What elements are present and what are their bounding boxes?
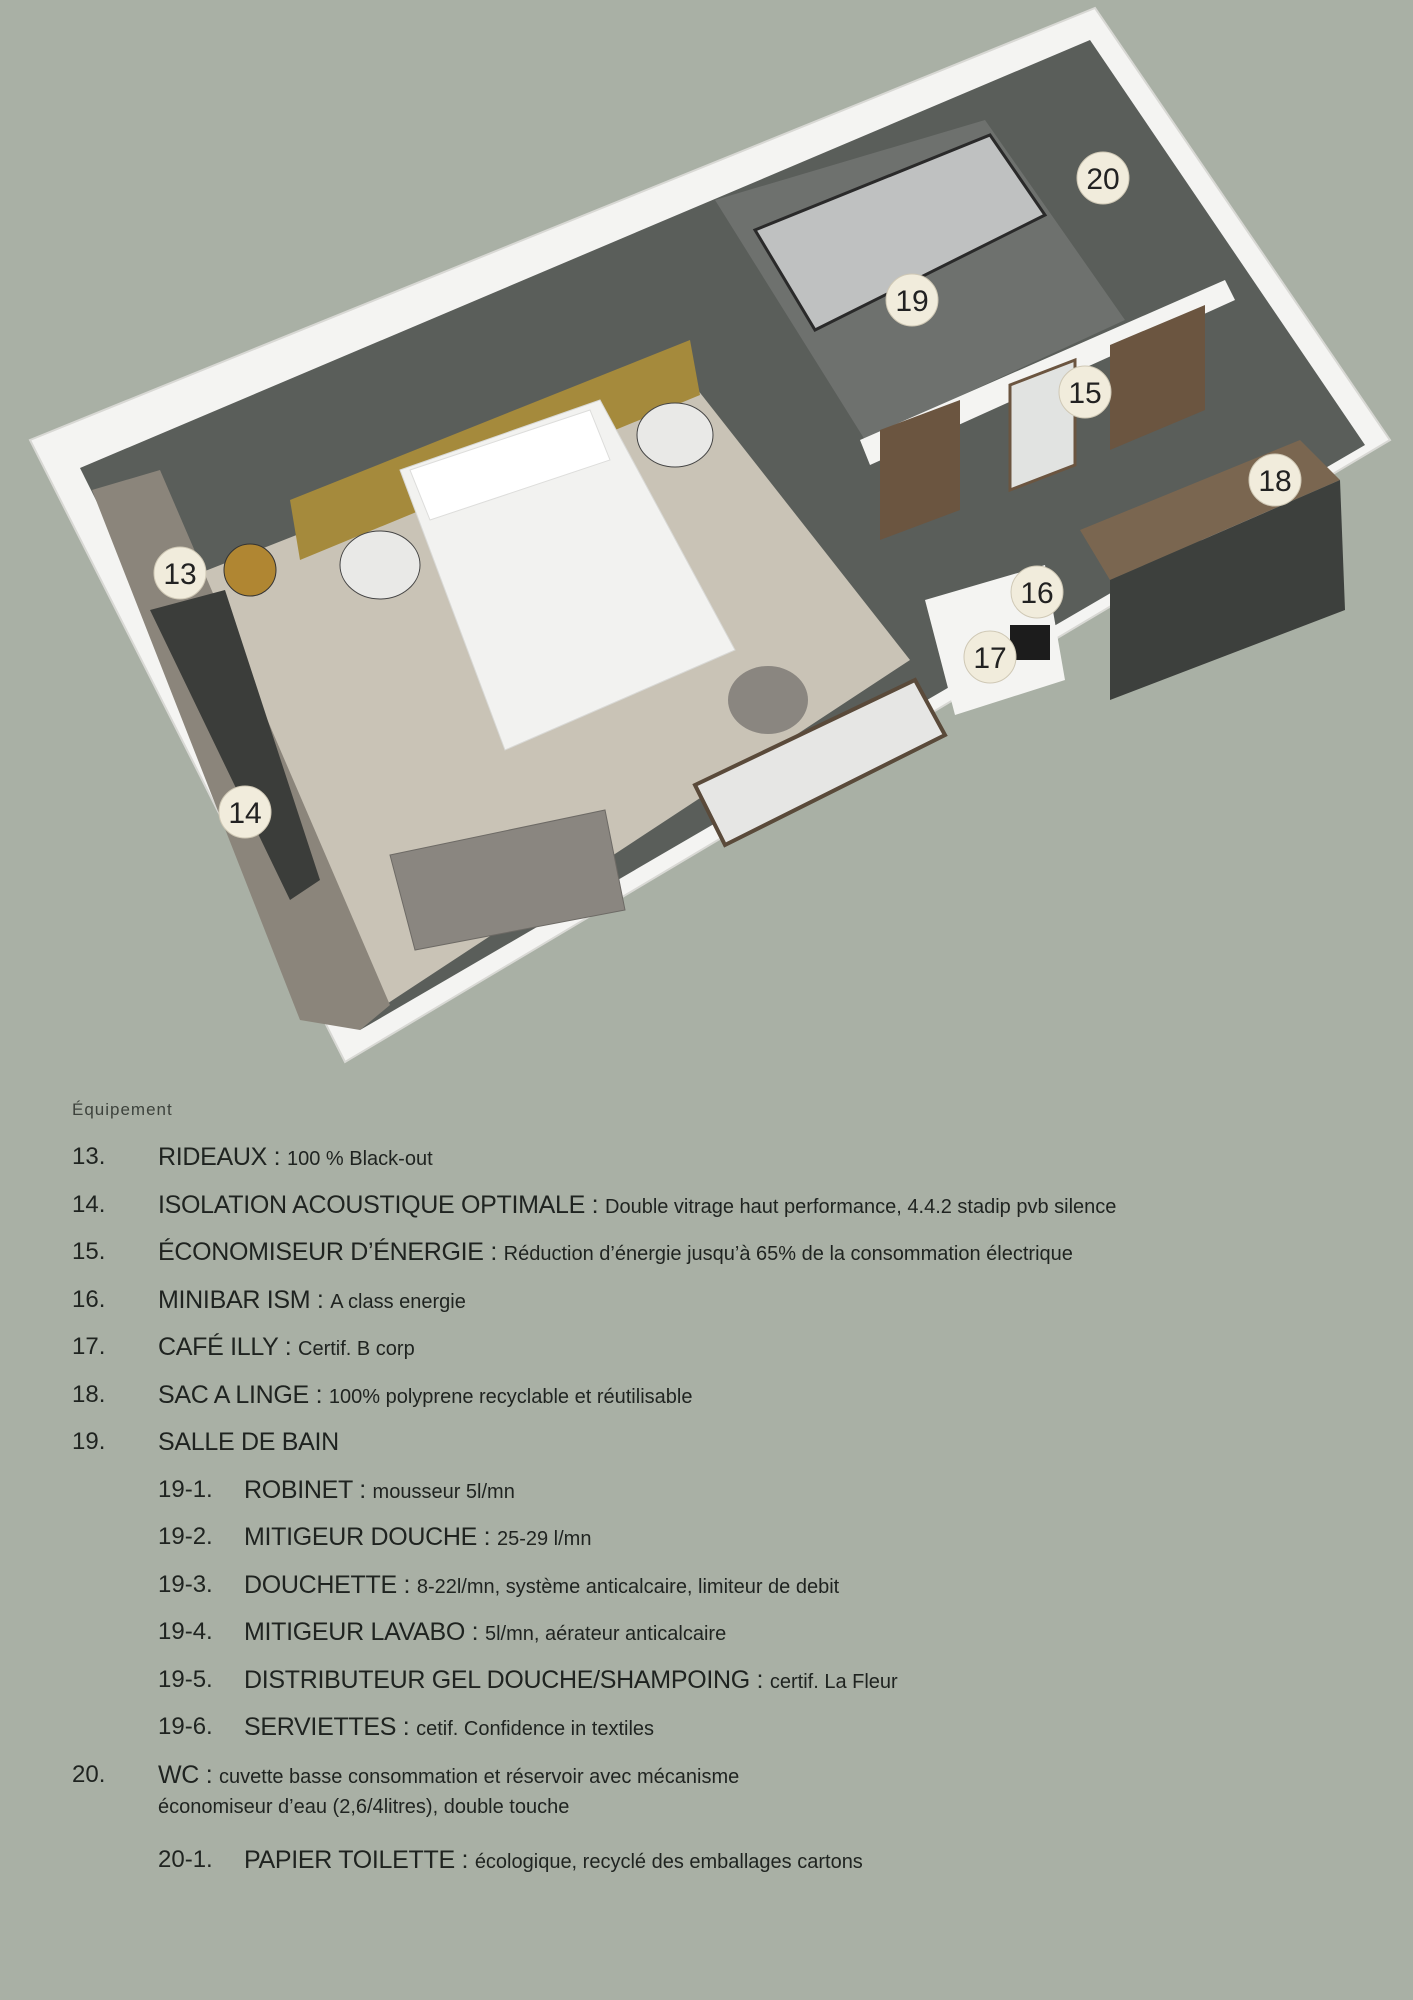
item-desc: A class energie [330, 1290, 466, 1313]
list-item [72, 1712, 1372, 1760]
item-title: PAPIER TOILETTE : [244, 1845, 469, 1874]
item-number: 17. [72, 1333, 106, 1360]
item-number: 19-6. [158, 1713, 213, 1740]
item-title: RIDEAUX : [158, 1143, 281, 1171]
item-desc: certif. La Fleur [769, 1670, 898, 1693]
item-number: 19-1. [158, 1475, 213, 1503]
item-title: SERVIETTES : [244, 1713, 410, 1741]
svg-text:15: 15 [1068, 377, 1102, 410]
svg-text:17: 17 [973, 642, 1007, 675]
item-desc: 100% polyprene recyclable et réutilisable [328, 1385, 693, 1408]
item-title: DISTRIBUTEUR GEL DOUCHE/SHAMPOING : [244, 1665, 764, 1694]
item-desc-continued: économiseur d’eau (2,6/4litres), double touche [158, 1795, 570, 1818]
item-desc: Double vitrage haut performance, 4.4.2 stadip pvb silence [605, 1195, 1117, 1218]
svg-text:18: 18 [1258, 465, 1292, 498]
item-number: 20-1. [158, 1845, 213, 1873]
list-item [72, 1142, 1372, 1190]
item-number: 19-3. [158, 1570, 213, 1598]
marker-14 [219, 786, 271, 838]
item-title: ISOLATION ACOUSTIQUE OPTIMALE : [158, 1190, 599, 1219]
item-title: ROBINET : [244, 1475, 366, 1504]
svg-text:14: 14 [228, 797, 262, 830]
item-number: 15. [72, 1238, 106, 1265]
list-item [72, 1190, 1372, 1238]
item-title: SALLE DE BAIN [158, 1428, 339, 1456]
item-number: 16. [72, 1285, 106, 1313]
item-desc: Réduction d’énergie jusqu’à 65% de la consommation électrique [503, 1243, 1073, 1265]
item-title: WC : [158, 1760, 213, 1789]
item-number: 20. [72, 1760, 106, 1788]
section-label: Équipement [72, 1100, 173, 1119]
item-desc: cuvette basse consommation et réservoir avec mécanisme [219, 1765, 740, 1788]
item-desc: écologique, recyclé des emballages cartons [474, 1850, 863, 1873]
list-item [72, 1570, 1372, 1618]
item-number: 13. [72, 1143, 106, 1170]
marker-15 [1059, 366, 1111, 418]
marker-20 [1077, 152, 1129, 204]
svg-text:20: 20 [1086, 163, 1120, 196]
item-title: DOUCHETTE : [244, 1570, 411, 1599]
item-number: 19-5. [158, 1665, 213, 1693]
marker-17 [964, 631, 1016, 683]
marker-19 [886, 274, 938, 326]
item-number: 14. [72, 1190, 106, 1218]
list-item [72, 1427, 1372, 1475]
item-desc: 25-29 l/mn [496, 1528, 592, 1550]
list-item [72, 1665, 1372, 1713]
nightstand-right [637, 403, 713, 467]
item-title: CAFÉ ILLY : [158, 1333, 292, 1361]
equipment-list [72, 1142, 1372, 1892]
marker-13 [154, 547, 206, 599]
list-item [72, 1475, 1372, 1523]
item-title: MITIGEUR DOUCHE : [244, 1523, 491, 1551]
item-number: 18. [72, 1380, 106, 1408]
item-desc: cetif. Confidence in textiles [416, 1718, 655, 1740]
item-desc: 8-22l/mn, système anticalcaire, limiteur de debit [416, 1575, 840, 1598]
item-title: SAC A LINGE : [158, 1380, 323, 1409]
nightstand-left [340, 531, 420, 599]
list-item [72, 1522, 1372, 1570]
list-item [72, 1332, 1372, 1380]
list-item [72, 1845, 1372, 1893]
list-item [72, 1380, 1372, 1428]
item-desc: 5l/mn, aérateur anticalcaire [484, 1623, 727, 1645]
svg-text:16: 16 [1020, 577, 1054, 610]
item-number: 19-4. [158, 1618, 213, 1645]
svg-text:13: 13 [163, 558, 197, 591]
list-item [72, 1760, 1372, 1845]
armchair [728, 666, 808, 734]
item-number: 19-2. [158, 1523, 213, 1550]
list-item [72, 1237, 1372, 1285]
item-desc: Certif. B corp [298, 1338, 415, 1360]
item-title: MINIBAR ISM : [158, 1285, 324, 1314]
item-desc: mousseur 5l/mn [372, 1480, 515, 1503]
list-item [72, 1617, 1372, 1665]
marker-18 [1249, 454, 1301, 506]
item-title: MITIGEUR LAVABO : [244, 1618, 479, 1646]
marker-16 [1011, 566, 1063, 618]
list-item [72, 1285, 1372, 1333]
floor-lamp [224, 544, 276, 596]
item-desc: 100 % Black-out [287, 1148, 433, 1170]
item-title: ÉCONOMISEUR D’ÉNERGIE : [158, 1238, 497, 1266]
item-number: 19. [72, 1428, 106, 1455]
svg-text:19: 19 [895, 285, 929, 318]
